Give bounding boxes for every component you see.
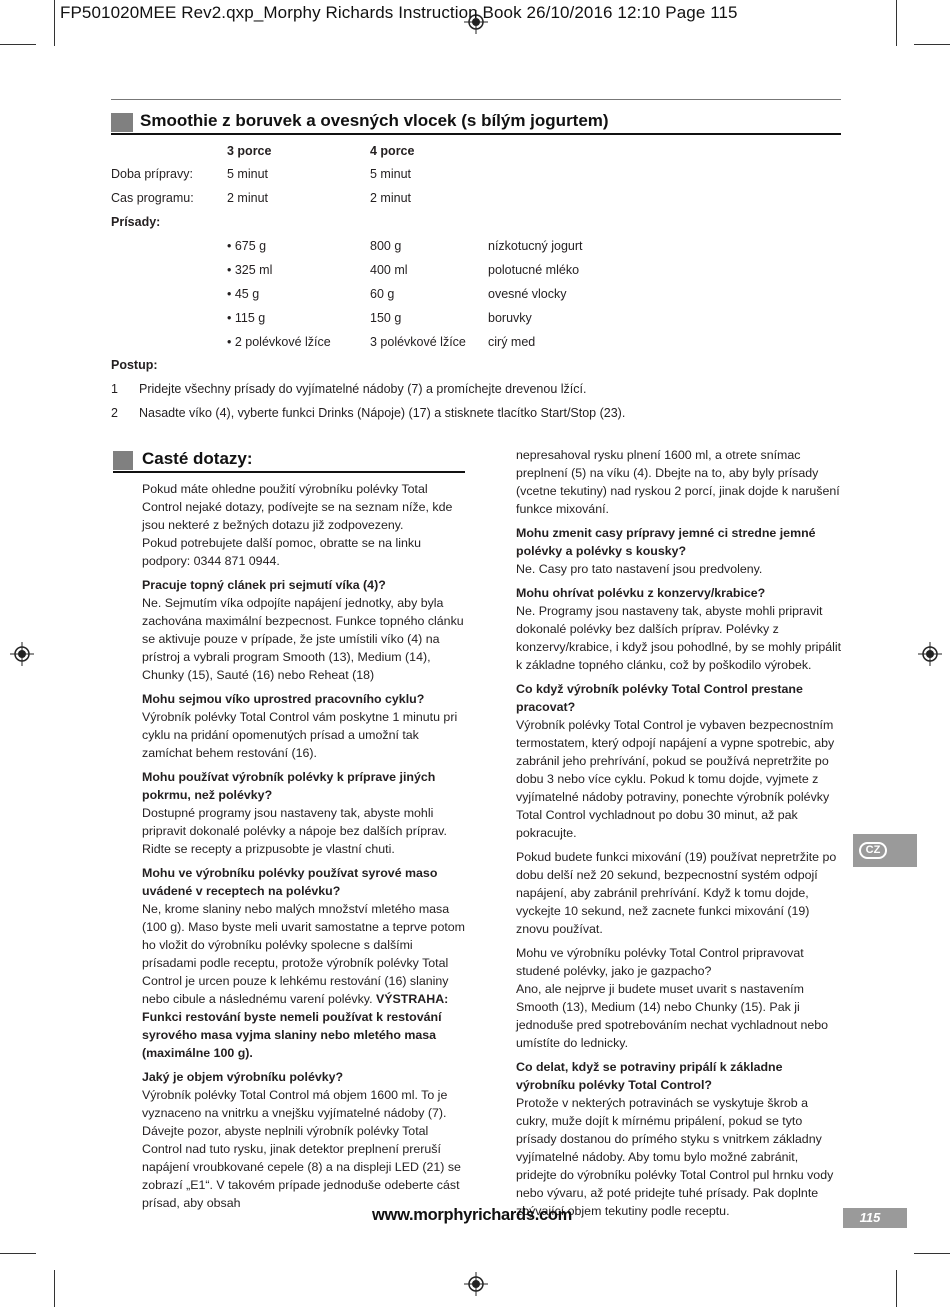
faq-question: Co když výrobník polévky Total Control prestane pracovat? [516, 682, 803, 714]
crop-mark [914, 1253, 950, 1254]
faq-answer: Ne, krome slaniny nebo malých množství mletého masa (100 g). Maso byste meli uvarit samostatne a teprve potom ho vložit do výrobníku polévky spolecne s dalšími prísadami podle receptu, protože výrobník polévky Total Control je urcen pouze k lehkému restování (16) slaniny nebo cibule a následnému varení polévky. [142, 902, 465, 1006]
ingredient-name: boruvky [488, 311, 532, 325]
recipe-title: Smoothie z boruvek a ovesných vlocek (s bílým jogurtem) [140, 111, 609, 130]
faq-left-column [142, 480, 466, 1218]
ingredient-qty4: 3 polévkové lžíce [370, 335, 466, 349]
faq-item [516, 1058, 842, 1220]
faq-question: Mohu sejmou víko uprostred pracovního cyklu? [142, 692, 425, 706]
faq-question: Mohu používat výrobník polévky k príprave jiných pokrmu, než polévky? [142, 770, 436, 802]
prep-label: Doba prípravy: [111, 167, 193, 181]
step-number: 1 [111, 382, 118, 396]
faq-item [516, 680, 842, 842]
faq-answer: Dostupné programy jsou nastaveny tak, abyste mohli pripravit dokonalé polévky a nápoje bez dalších príprav. Ridte se recepty a prizpusobte je vlastní chuti. [142, 806, 447, 856]
faq-question: Mohu ve výrobníku polévky Total Control pripravovat studené polévky, jako je gazpacho? [516, 946, 804, 978]
heading-box-icon [111, 113, 133, 132]
program-3: 2 minut [227, 191, 268, 205]
ingredient-qty3: • 115 g [227, 311, 266, 325]
ingredient-name: nízkotucný jogurt [488, 239, 583, 253]
print-slug: FP501020MEE Rev2.qxp_Morphy Richards Instruction Book 26/10/2016 12:10 Page 115 [60, 3, 738, 22]
ingredient-name: polotucné mléko [488, 263, 580, 277]
program-4: 2 minut [370, 191, 411, 205]
ingredient-qty3: • 325 ml [227, 263, 273, 277]
method-label: Postup: [111, 358, 158, 372]
heading-rule [113, 471, 465, 473]
col-header-3: 3 porce [227, 144, 272, 158]
prep-3: 5 minut [227, 167, 268, 181]
crop-mark [914, 44, 950, 45]
faq-item [142, 1068, 466, 1212]
crop-mark [54, 1270, 55, 1307]
faq-item [142, 690, 466, 762]
faq-answer-continued: nepresahoval rysku plnení 1600 ml, a otrete snímac preplnení (5) na víku (4). Dbejte na to, aby byly prísady (vcetne tekutiny) nad ryskou 2 porcí, jinak dojde k narušení funkce mixování. [516, 448, 840, 516]
faq-answer: Ano, ale nejprve ji budete muset uvarit s nastavením Smooth (13), Medium (14) nebo Chunky (15). Pak ji jednoduše pred spotrebováním nechat vychladnout nebo umístíte do lednicky. [516, 982, 829, 1050]
language-label: CZ [859, 842, 887, 859]
step-text: Nasadte víko (4), vyberte funkci Drinks (Nápoje) (17) a stisknete tlacítko Start/Stop (23). [139, 406, 626, 420]
registration-mark-icon [464, 1272, 488, 1296]
support-text: Pokud potrebujete další pomoc, obratte se na linku podpory: 0344 871 0944. [142, 536, 421, 568]
faq-intro [142, 480, 466, 570]
ingredient-qty3: • 675 g [227, 239, 267, 253]
faq-item [516, 584, 842, 674]
faq-question: Co delat, když se potraviny pripálí k základne výrobníku polévky Total Control? [516, 1060, 783, 1092]
ingredient-name: cirý med [488, 335, 536, 349]
crop-mark [0, 44, 36, 45]
ingredient-qty3: • 2 polévkové lžíce [227, 335, 331, 349]
faq-answer: Ne. Programy jsou nastaveny tak, abyste mohli pripravit dokonalé polévky bez dalších príprav. Polévky z konzervy/krabice, i když jsou pohodlné, by se mohly pripálit k základne topného clánku, což by poškodilo výrobek. [516, 604, 842, 672]
language-tab [853, 834, 917, 867]
faq-question: Jaký je objem výrobníku polévky? [142, 1070, 344, 1084]
ingredients-label: Prísady: [111, 215, 161, 229]
faq-question: Mohu ve výrobníku polévky používat syrové maso uvádené v receptech na polévku? [142, 866, 438, 898]
faq-question: Mohu ohrívat polévku z konzervy/krabice? [516, 586, 766, 600]
crop-mark [896, 0, 897, 46]
faq-item [142, 864, 466, 1062]
faq-item [516, 944, 842, 1052]
page-number: 115 [859, 1210, 881, 1225]
website-url: www.morphyrichards.com [372, 1206, 573, 1224]
faq-answer: Výrobník polévky Total Control má objem 1600 ml. To je vyznaceno na vnitrku a vnejšku vyjímatelné nádoby (7). Dávejte pozor, abyste neplnili výrobník polévky Total Control nad tuto rysku, jinak detektor preplnení preruší napájení vroubkované cepele (8) a na displeji LED (21) se zobrazí „E1“. V takovém prípade jednoduše odeberte cást prísad, aby obsah [142, 1088, 461, 1210]
registration-mark-icon [10, 642, 34, 666]
faq-question: Pracuje topný clánek pri sejmutí víka (4)? [142, 578, 386, 592]
ingredient-name: ovesné vlocky [488, 287, 567, 301]
step-text: Pridejte všechny prísady do vyjímatelné nádoby (7) a promíchejte drevenou lžící. [139, 382, 587, 396]
step-number: 2 [111, 406, 118, 420]
top-rule [111, 99, 841, 100]
ingredient-qty4: 60 g [370, 287, 395, 301]
faq-question: Mohu zmenit casy prípravy jemné ci stredne jemné polévky a polévky s kousky? [516, 526, 816, 558]
intro-text: Pokud máte ohledne použití výrobníku polévky Total Control nejaké dotazy, podívejte se na seznam níže, kde jsou nekteré z bežných dotazu již zodpovezeny. [142, 482, 453, 532]
ingredient-qty3: • 45 g [227, 287, 260, 301]
faq-item [142, 576, 466, 684]
ingredient-qty4: 150 g [370, 311, 402, 325]
faq-answer: Ne. Casy pro tato nastavení jsou predvoleny. [516, 562, 763, 576]
crop-mark [54, 0, 55, 46]
faq-answer: Výrobník polévky Total Control je vybaven bezpecnostním termostatem, který odpojí napájení a vypne spotrebic, aby zabránil jeho prehrívání, pokud se používá nepretržite po dobu 3 nebo více cyklu. Pokud k tomu dojde, vyjmete z vyjímatelné nádoby potraviny, ponechte výrobník polévky Total Control vychladnout po dobu 30 minut, až pak pokracujte. [516, 718, 835, 840]
program-label: Cas programu: [111, 191, 194, 205]
faq-answer: Ne. Sejmutím víka odpojíte napájení jednotky, aby byla zachována maximální bezpecnost. Funkce topného clánku se aktivuje pouze v prípade, že jste umístili víko (4) na prístroj a vybrali program Smooth (13), Medium (14), Chunky (15), Sauté (16) nebo Reheat (18) [142, 596, 464, 682]
heading-rule [111, 133, 841, 135]
faq-heading [113, 451, 465, 471]
faq-item [516, 524, 842, 578]
crop-mark [0, 1253, 36, 1254]
heading-box-icon [113, 451, 133, 470]
faq-answer: Protože v nekterých potravinách se vyskytuje škrob a cukry, muže dojít k mírnému pripálení, pokud se tyto prísady dostanou do prímého styku s vnitrkem základny vyjímatelné nádoby. Aby tomu bylo možné zabránit, pridejte do výrobníku polévky Total Control pul hrnku vody nebo vývaru, až poté pridejte tuhé prísady. Pak doplnte zbývající objem tekutiny podle receptu. [516, 1096, 834, 1218]
crop-mark [896, 1270, 897, 1307]
ingredient-qty4: 400 ml [370, 263, 408, 277]
faq-warning: VÝSTRAHA: Funkci restování byste nemeli používat k restování syrového masa vyjma slaniny nebo mletého masa (maximálne 100 g). [142, 992, 449, 1060]
ingredient-qty4: 800 g [370, 239, 402, 253]
faq-right-column [516, 446, 842, 1226]
faq-answer-extra: Pokud budete funkci mixování (19) používat nepretržite po dobu delší než 20 sekund, bezpecnostní systém odpojí napájení, aby zabránil prehrívání. Když k tomu dojde, vyckejte 10 sekund, než zacnete funkci mixování (19) znovu používat. [516, 850, 837, 936]
faq-item [142, 768, 466, 858]
faq-answer: Výrobník polévky Total Control vám poskytne 1 minutu pri cyklu na pridání opomenutých prísad a umožní tak zamíchat behem restování (16). [142, 710, 458, 760]
faq-title: Casté dotazy: [142, 449, 253, 468]
page-number-tab [843, 1208, 907, 1228]
registration-mark-icon [918, 642, 942, 666]
recipe-heading [111, 113, 841, 133]
prep-4: 5 minut [370, 167, 411, 181]
col-header-4: 4 porce [370, 144, 415, 158]
